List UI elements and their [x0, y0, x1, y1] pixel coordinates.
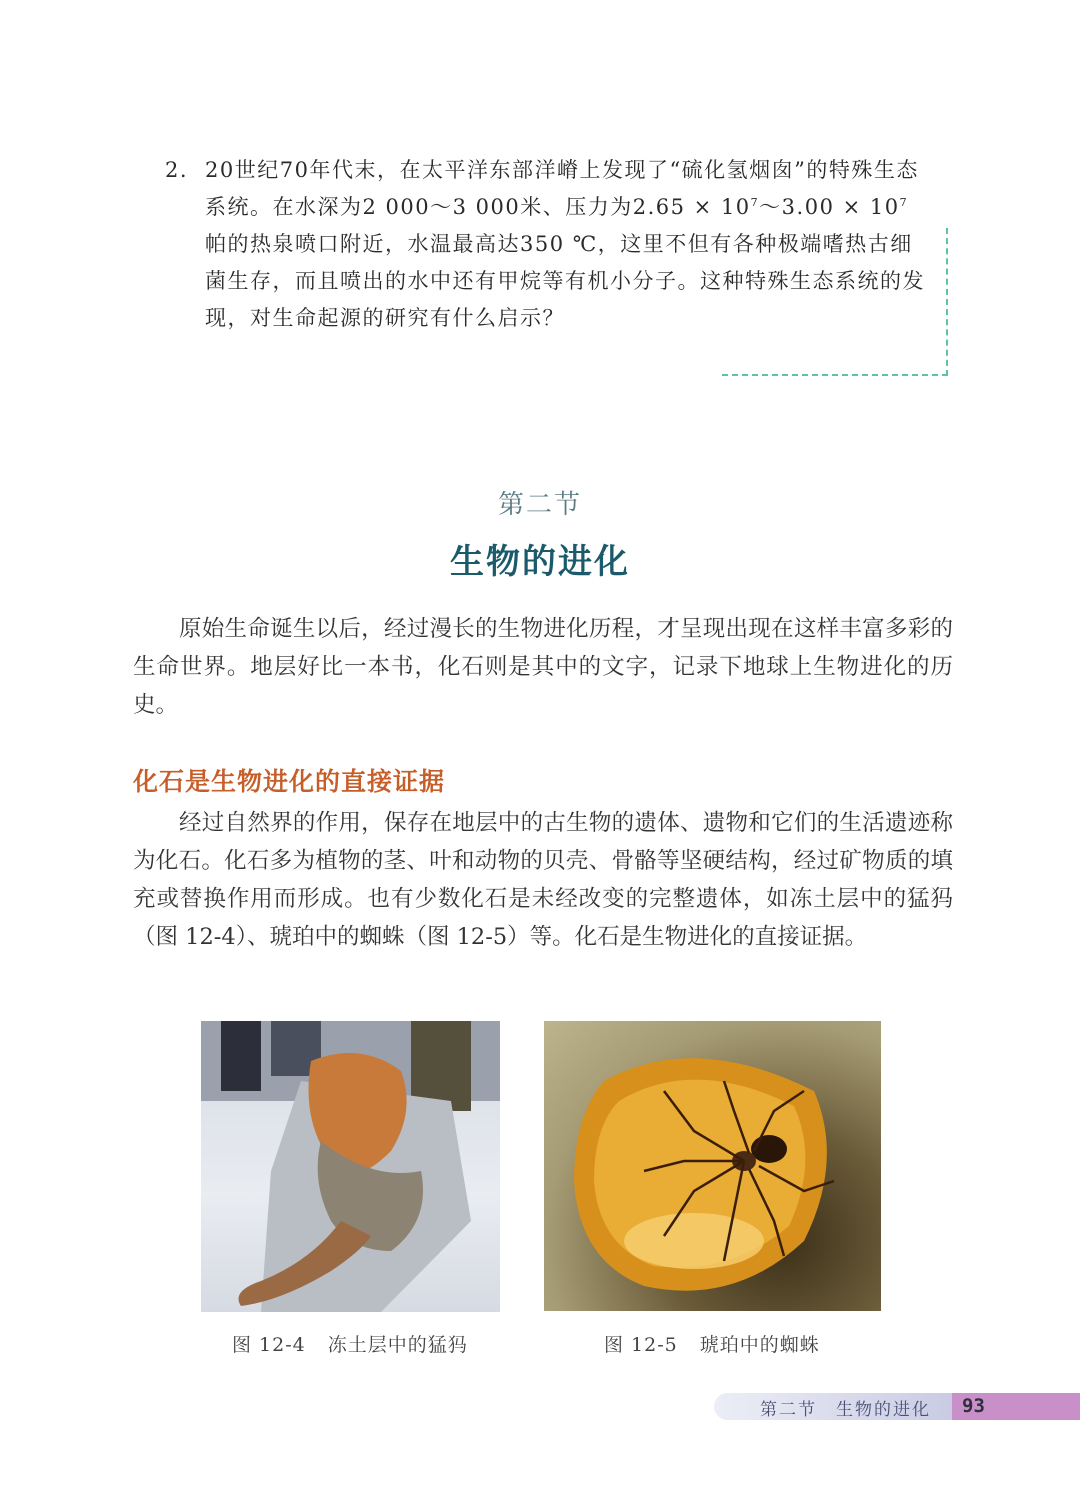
- dashed-border-horizontal: [722, 374, 948, 376]
- question-number: 2.: [165, 158, 189, 182]
- subheading: 化石是生物进化的直接证据: [133, 767, 446, 796]
- dashed-border-vertical: [946, 228, 948, 376]
- mammoth-photo: [201, 1021, 500, 1312]
- figure-label: 图 12-4: [232, 1334, 306, 1356]
- amber-illustration: [544, 1021, 881, 1311]
- page-number: 93: [962, 1395, 985, 1417]
- figure-caption-text: 冻土层中的猛犸: [327, 1334, 468, 1356]
- amber-photo: [544, 1021, 881, 1311]
- figure-caption-text: 琥珀中的蜘蛛: [699, 1334, 820, 1356]
- intro-paragraph: 原始生命诞生以后，经过漫长的生物进化历程，才呈现出现在这样丰富多彩的生命世界。地层好比一本书，化石则是其中的文字，记录下地球上生物进化的历史。: [133, 616, 953, 718]
- figure-label: 图 12-5: [604, 1334, 678, 1356]
- question-text: 20世纪70年代末，在太平洋东部洋嵴上发现了“硫化氢烟囱”的特殊生态系统。在水深为2 000～3 000米、压力为$2.65 \times 10^7\sim 3.00 \times 10^7$帕的热泉喷口附近，水温最高达350 ℃，这里不但有各种极端嗜热古细菌生存，而且喷出的水中还有甲烷等有机小分子。这种特殊生态系统的发现，对生命起源的研究有什么启示？: [205, 158, 925, 330]
- section-title: 生物的进化: [450, 542, 630, 582]
- footer-text: 第二节 生物的进化: [760, 1400, 931, 1420]
- figure-caption-1: [232, 1330, 468, 1357]
- question-item: [165, 152, 925, 337]
- figure-caption-2: [604, 1330, 820, 1357]
- body-paragraph: 经过自然界的作用，保存在地层中的古生物的遗体、遗物和它们的生活遗迹称为化石。化石多为植物的茎、叶和动物的贝壳、骨骼等坚硬结构，经过矿物质的填充或替换作用而形成。也有少数化石是未经改变的完整遗体，如冻土层中的猛犸（图 12-4）、琥珀中的蜘蛛（图 12-5）等。化石是生物进化的直接证据。: [133, 810, 953, 950]
- mammoth-illustration: [201, 1021, 500, 1312]
- section-label: 第二节: [497, 490, 582, 520]
